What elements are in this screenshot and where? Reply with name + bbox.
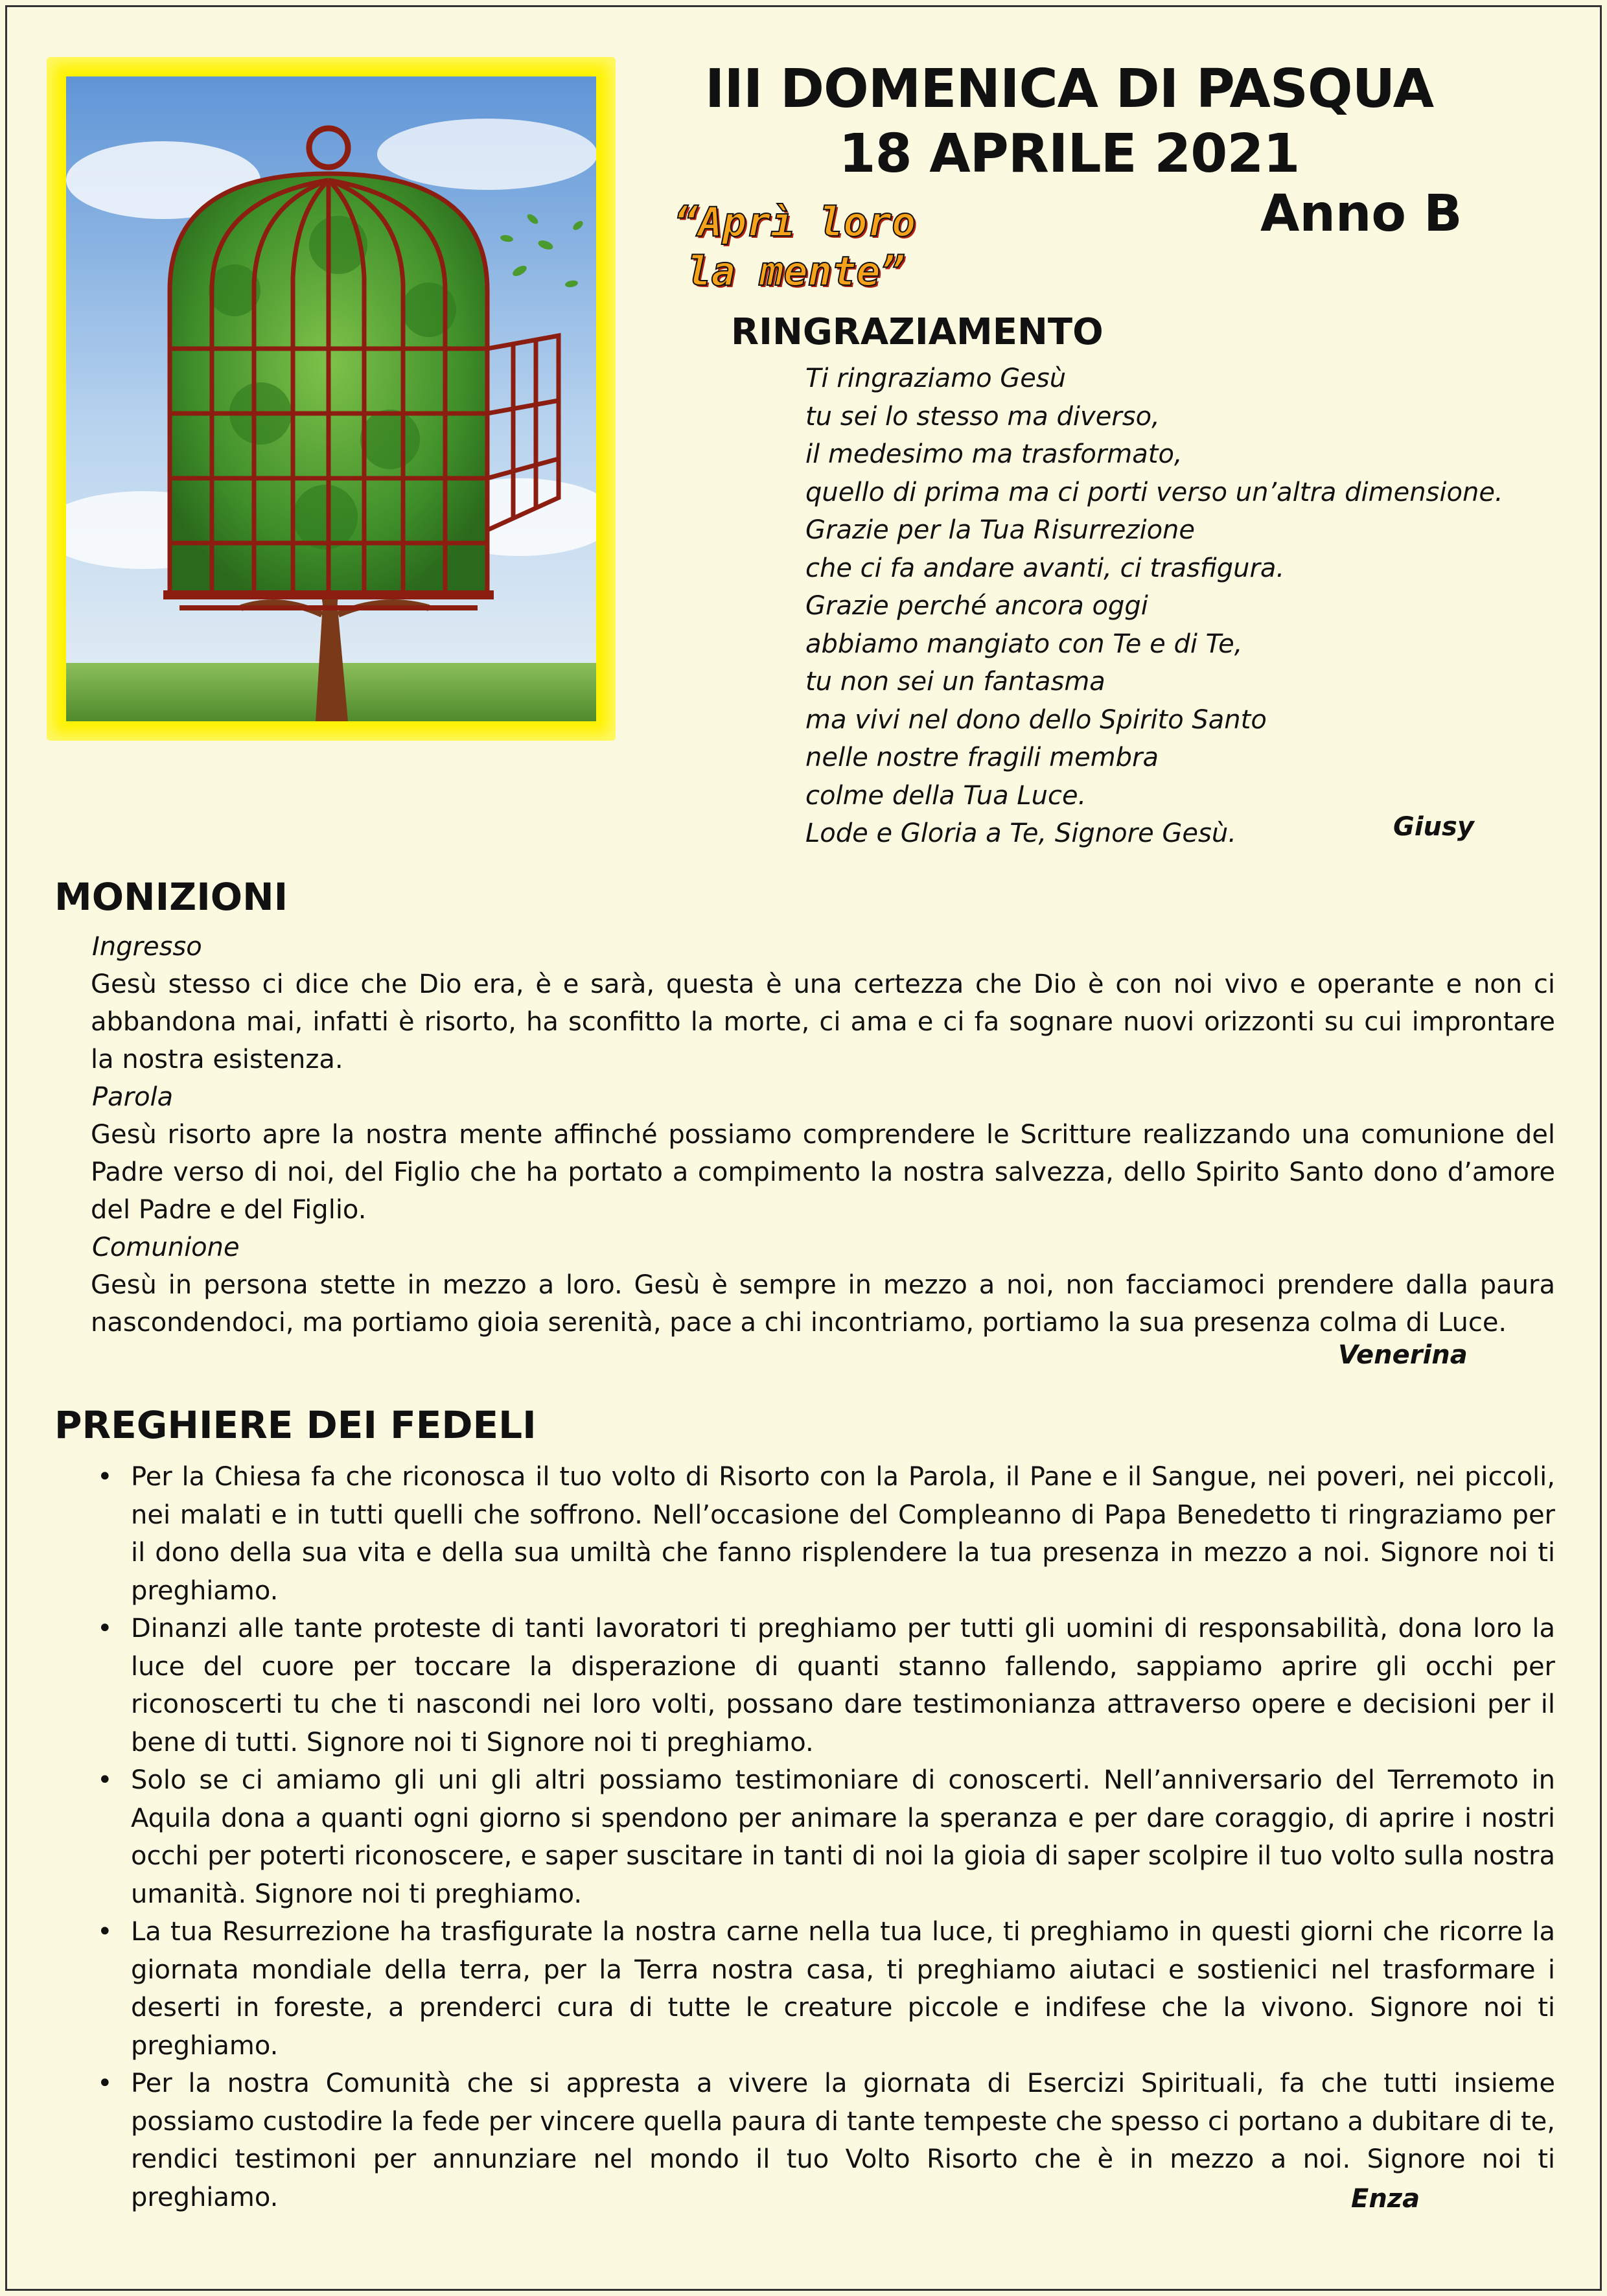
monition-text-comunione: Gesù in persona stette in mezzo a loro. Gesù è sempre in mezzo a noi, non facciamoci prendere dalla paura nascondendoci, ma portiamo gioia serenità, pace a chi incontriamo, portiamo la sua presenza colma di Luce.: [91, 1270, 1555, 1338]
list-item: [97, 1761, 1555, 1913]
prayer-text: Dinanzi alle tante proteste di tanti lavoratori ti preghiamo per tutti gli uomini di responsabilità, dona loro la luce del cuore per toccare la disperazione di quanti stanno fallendo, sappiamo aprire gli occhi per riconoscerti tu che ti nascondi nei loro volti, possano dare testimonianza attraverso opere e decisioni per il bene di tutti. Signore noi ti Signore noi ti preghiamo.: [131, 1614, 1555, 1757]
thanksgiving-poem: [805, 360, 1551, 853]
bullet-icon: •: [97, 1614, 113, 1643]
monition-label-ingresso: Ingresso: [92, 932, 202, 962]
thanksgiving-author: Giusy: [1393, 812, 1474, 842]
monitions-body: [91, 928, 1555, 1341]
birdcage-tree-image: [66, 76, 596, 721]
monition-text-parola: Gesù risorto apre la nostra mente affinché possiamo comprendere le Scritture realizzando una comunione del Padre verso di noi, del Figlio che ha portato a compimento la nostra salvezza, dello Spirito Santo dono d’amore del Padre e del Figlio.: [91, 1120, 1555, 1225]
motto-line-2: la mente”: [687, 248, 905, 295]
poem-line: tu sei lo stesso ma diverso,: [805, 401, 1160, 432]
list-item: [97, 2065, 1555, 2216]
liturgical-year: Anno B: [1260, 185, 1462, 243]
motto: [674, 198, 916, 296]
birdcage-tree-illustration: [47, 57, 616, 741]
monitions-author: Venerina: [1338, 1340, 1468, 1370]
poem-line: tu non sei un fantasma: [805, 667, 1105, 697]
prayers-list: [97, 1458, 1555, 2216]
poem-line: Ti ringraziamo Gesù: [805, 364, 1067, 393]
prayer-text: Per la Chiesa fa che riconosca il tuo volto di Risorto con la Parola, il Pane e il Sangue, nei poveri, nei piccoli, nei malati e in tutti quelli che soffrono. Nell’occasione del Compleanno di Papa Benedetto ti ringraziamo per il dono della sua vita e della sua umiltà che fanno risplendere la tua presenza in mezzo a noi. Signore noi ti preghiamo.: [131, 1462, 1555, 1606]
list-item: [97, 1913, 1555, 2065]
poem-line: Grazie per la Tua Risurrezione: [805, 515, 1196, 545]
poem-line: nelle nostre fragili membra: [805, 743, 1159, 772]
bullet-icon: •: [97, 2069, 113, 2098]
poem-line: abbiamo mangiato con Te e di Te,: [805, 629, 1243, 659]
list-item: [97, 1458, 1555, 1610]
prayer-text: Per la nostra Comunità che si appresta a vivere la giornata di Esercizi Spirituali, fa che tutti insieme possiamo custodire la fede per vincere quella paura di tante tempeste che spesso ci portano a dubitare di te, rendici testimoni per annunziare nel mondo il tuo Volto Risorto che è in mezzo a noi. Signore noi ti preghiamo.: [131, 2069, 1555, 2212]
poem-line: ma vivi nel dono dello Spirito Santo: [805, 704, 1267, 735]
bullet-icon: •: [97, 1462, 113, 1492]
poem-line: colme della Tua Luce.: [805, 780, 1087, 811]
monition-label-parola: Parola: [92, 1082, 174, 1112]
poem-line: il medesimo ma trasformato,: [805, 439, 1183, 469]
bullet-icon: •: [97, 1765, 113, 1795]
list-item: [97, 1610, 1555, 1761]
poem-line: Lode e Gloria a Te, Signore Gesù.: [805, 818, 1236, 848]
monition-text-ingresso: Gesù stesso ci dice che Dio era, è e sarà, questa è una certezza che Dio è con noi vivo e operante e non ci abbandona mai, infatti è risorto, ha sconfitto la morte, ci ama e ci fa sognare nuovi orizzonti su cui improntare la nostra esistenza.: [91, 969, 1555, 1074]
date-title: 18 APRILE 2021: [838, 123, 1300, 185]
poem-line: che ci fa andare avanti, ci trasfigura.: [805, 553, 1285, 583]
thanksgiving-heading: RINGRAZIAMENTO: [731, 311, 1104, 353]
prayers-heading: PREGHIERE DEI FEDELI: [54, 1403, 537, 1447]
motto-line-1: “Aprì loro: [674, 198, 916, 246]
prayer-text: Solo se ci amiamo gli uni gli altri possiamo testimoniare di conoscerti. Nell’anniversario del Terremoto in Aquila dona a quanti ogni giorno si spendono per animare la speranza e per dare coraggio, di aprire i nostri occhi per poterti riconoscere, e saper suscitare in tanti di noi la gioia di saper scolpire il tuo volto sulla nostra umanità. Signore noi ti preghiamo.: [131, 1765, 1555, 1909]
page-title: III DOMENICA DI PASQUA: [704, 58, 1434, 120]
bullet-icon: •: [97, 1917, 113, 1947]
prayer-text: La tua Resurrezione ha trasfigurate la nostra carne nella tua luce, ti preghiamo in questi giorni che ricorre la giornata mondiale della terra, per la Terra nostra casa, ti preghiamo aiutaci e sostienici nel trasformare i deserti in foreste, a prenderci cura di tutte le creature piccole e indifese che la vivono. Signore noi ti preghiamo.: [131, 1917, 1555, 2061]
monitions-heading: MONIZIONI: [54, 875, 288, 919]
poem-line: quello di prima ma ci porti verso un’altra dimensione.: [805, 477, 1503, 507]
poem-line: Grazie perché ancora oggi: [805, 591, 1148, 621]
prayers-author: Enza: [1351, 2184, 1420, 2214]
monition-label-comunione: Comunione: [92, 1233, 240, 1262]
